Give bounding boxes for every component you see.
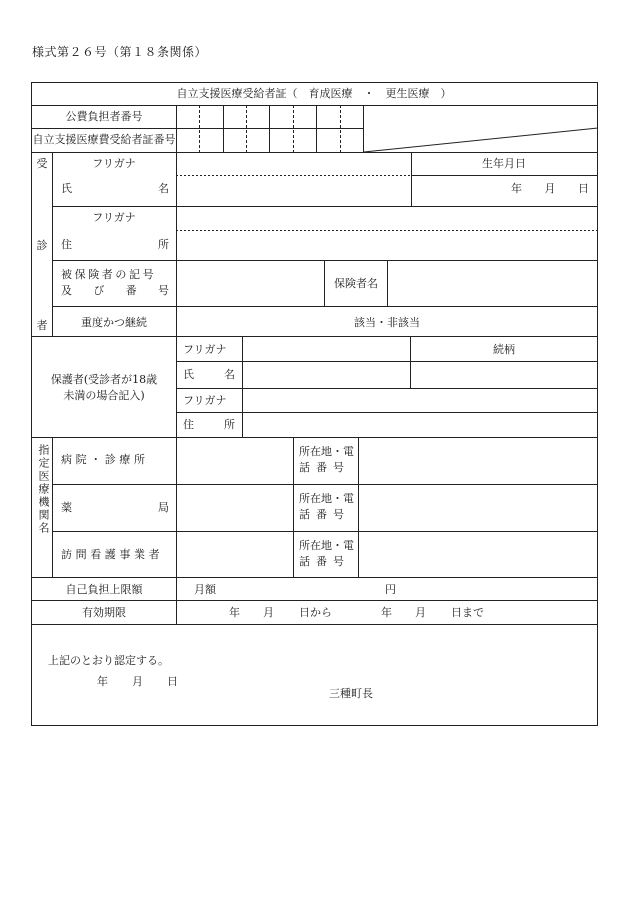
form-grid <box>31 82 598 726</box>
nursing-location-line1: 所在地・電 <box>299 539 354 552</box>
pharmacy-char-2: 局 <box>158 501 169 514</box>
copay-yen-label: 円 <box>385 583 396 596</box>
issue-month: 月 <box>132 675 143 688</box>
hospital-location-line1: 所在地・電 <box>299 445 354 458</box>
applicable-options: 該当・非該当 <box>354 316 420 329</box>
birthdate-fields <box>511 183 589 194</box>
guardian-label-line1: 保護者(受診者が18歳 <box>50 373 158 386</box>
validity-from-year: 年 <box>229 606 240 619</box>
patient-name-label <box>61 183 169 194</box>
patient-name-char-2: 名 <box>158 182 169 195</box>
birthdate-label: 生年月日 <box>482 157 526 170</box>
insured-line2-char-2: び <box>93 284 105 297</box>
address-furigana-label: フリガナ <box>92 211 136 224</box>
guardian-address-label <box>183 419 235 430</box>
relation-label: 続柄 <box>493 343 515 356</box>
validity-to-month: 月 <box>415 606 426 619</box>
validity-from-day: 日から <box>299 606 332 619</box>
patient-furigana-label: フリガナ <box>92 157 136 170</box>
severe-continuous-label: 重度かつ継続 <box>81 316 147 329</box>
guardian-address-furigana-label: フリガナ <box>183 394 227 407</box>
issuer-name: 三種町長 <box>329 687 373 700</box>
patient-address-char-1: 住 <box>61 238 72 251</box>
patient-address-char-2: 所 <box>158 238 169 251</box>
pharmacy-location-line1: 所在地・電 <box>299 492 354 505</box>
birthdate-month: 月 <box>544 182 556 195</box>
hospital-clinic-label: 病院・診療所 <box>61 453 149 466</box>
validity-to-year: 年 <box>381 606 392 619</box>
form-number: 様式第２６号（第１８条関係） <box>32 45 208 59</box>
recipient-certificate-number-label: 自立支援医療費受給者証番号 <box>32 133 176 146</box>
pharmacy-label <box>61 502 169 513</box>
birthdate-day: 日 <box>578 182 589 195</box>
insured-line2-char-3: 番 <box>125 284 137 297</box>
certificate-form <box>31 82 598 726</box>
validity-label: 有効期限 <box>82 606 126 619</box>
guardian-address-char-2: 所 <box>224 418 235 431</box>
patient-side-char-1: 受 <box>36 157 48 170</box>
guardian-name-label <box>183 369 235 380</box>
insured-symbol-label-line2 <box>61 285 169 296</box>
guardian-name-char-1: 氏 <box>183 368 194 381</box>
copay-limit-label: 自己負担上限額 <box>65 583 143 596</box>
issue-year: 年 <box>97 675 108 688</box>
hospital-location-line2: 話番号 <box>299 461 350 474</box>
pharmacy-char-1: 薬 <box>61 501 72 514</box>
designated-institution-label: 指定医療機関名 <box>37 444 50 535</box>
public-payer-number-label: 公費負担者番号 <box>65 110 143 123</box>
insured-symbol-label-line1: 被保険者の記号 <box>61 268 157 281</box>
home-nursing-label: 訪問看護事業者 <box>61 548 164 561</box>
birthdate-year: 年 <box>511 182 522 195</box>
patient-address-label <box>61 239 169 250</box>
patient-side-char-2: 診 <box>36 239 48 252</box>
guardian-name-char-2: 名 <box>224 368 235 381</box>
pharmacy-location-line2: 話番号 <box>299 508 350 521</box>
insured-line2-char-4: 号 <box>157 284 169 297</box>
insured-line2-char-1: 及 <box>61 284 72 297</box>
patient-name-char-1: 氏 <box>61 182 72 195</box>
certification-statement: 上記のとおり認定する。 <box>48 654 169 667</box>
patient-side-char-3: 者 <box>36 319 48 332</box>
guardian-address-char-1: 住 <box>183 418 194 431</box>
guardian-label-line2: 未満の場合記入) <box>63 389 145 402</box>
validity-from-month: 月 <box>263 606 274 619</box>
copay-monthly-label: 月額 <box>194 583 216 596</box>
insurer-name-label: 保険者名 <box>334 277 378 290</box>
nursing-location-line2: 話番号 <box>299 555 350 568</box>
validity-to-day: 日まで <box>451 606 484 619</box>
issue-day: 日 <box>167 675 178 688</box>
form-title: 自立支援医療受給者証（ 育成医療 ・ 更生医療 ） <box>176 87 452 100</box>
guardian-furigana-label: フリガナ <box>183 343 227 356</box>
